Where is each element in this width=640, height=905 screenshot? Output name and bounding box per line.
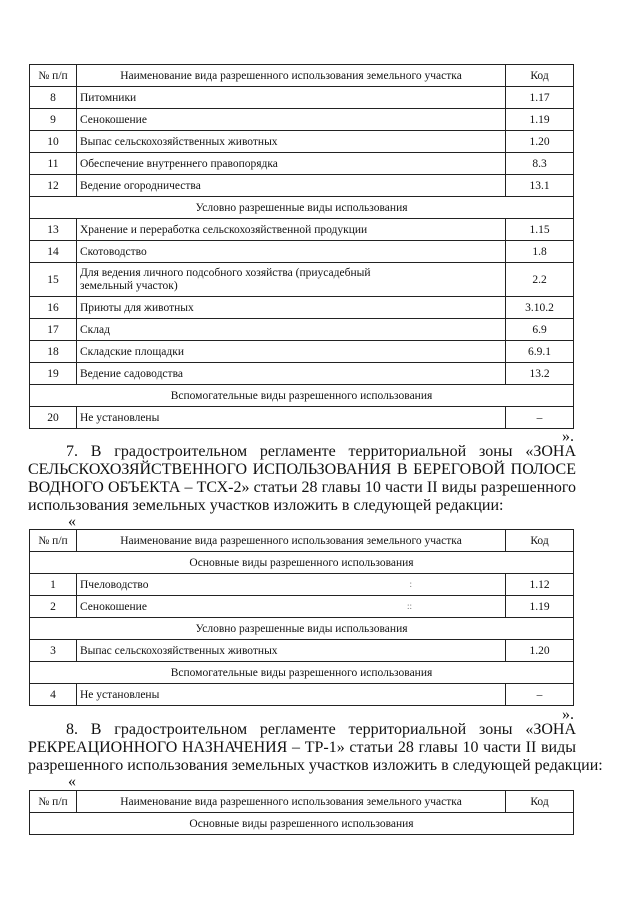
- row-num: 4: [30, 684, 77, 706]
- col-header-code: Код: [506, 65, 574, 87]
- row-code: 1.20: [506, 640, 574, 662]
- table-row: [30, 341, 574, 363]
- row-num: 3: [30, 640, 77, 662]
- row-code: 1.19: [506, 596, 574, 618]
- table-row: [30, 574, 574, 596]
- row-name: Ведение садоводства: [77, 363, 506, 385]
- row-name: Хранение и переработка сельскохозяйственной продукции: [77, 219, 506, 241]
- quote-close: ».: [562, 428, 574, 445]
- row-name: Обеспечение внутреннего правопорядка: [77, 153, 506, 175]
- paragraph-7: [28, 443, 576, 515]
- row-code: 6.9.1: [506, 341, 574, 363]
- quote-open: «: [68, 773, 76, 790]
- quote-open: «: [68, 513, 76, 530]
- section-row-conditional: [30, 197, 574, 219]
- col-header-name: Наименование вида разрешенного использования земельного участка: [77, 791, 506, 813]
- paragraph-line: СЕЛЬСКОХОЗЯЙСТВЕННОГО ИСПОЛЬЗОВАНИЯ В БЕРЕГОВОЙ ПОЛОСЕ: [28, 461, 576, 478]
- row-num: 16: [30, 297, 77, 319]
- row-num: 1: [30, 574, 77, 596]
- section-row-auxiliary: [30, 385, 574, 407]
- col-header-code: Код: [506, 530, 574, 552]
- col-header-num: № п/п: [30, 65, 77, 87]
- row-name: Ведение огородничества: [77, 175, 506, 197]
- col-header-num: № п/п: [30, 530, 77, 552]
- table-row: [30, 87, 574, 109]
- row-name: Пчеловодство: [80, 578, 149, 591]
- row-code: –: [506, 684, 574, 706]
- paragraph-line: ВОДНОГО ОБЪЕКТА – ТСХ-2» статьи 28 главы 10 части II виды разрешенного: [28, 479, 576, 496]
- row-code: 1.15: [506, 219, 574, 241]
- row-code: 1.12: [506, 574, 574, 596]
- row-name: Приюты для животных: [77, 297, 506, 319]
- table-row: [30, 297, 574, 319]
- row-code: 8.3: [506, 153, 574, 175]
- row-name: Не установлены: [77, 407, 506, 429]
- table-header-row: [30, 791, 574, 813]
- row-code: 3.10.2: [506, 297, 574, 319]
- land-use-table-2: [29, 529, 574, 706]
- col-header-code: Код: [506, 791, 574, 813]
- table-header-row: [30, 65, 574, 87]
- row-num: 8: [30, 87, 77, 109]
- row-code: 2.2: [506, 263, 574, 297]
- row-name: Сенокошение: [80, 600, 147, 613]
- table-row: [30, 596, 574, 618]
- quote-close: ».: [562, 706, 574, 723]
- section-row-main: [30, 813, 574, 835]
- paragraph-8: [28, 721, 603, 775]
- row-num: 11: [30, 153, 77, 175]
- section-title: Условно разрешенные виды использования: [30, 618, 574, 640]
- section-title: Основные виды разрешенного использования: [30, 552, 574, 574]
- table-row: [30, 363, 574, 385]
- table-row: [30, 109, 574, 131]
- row-num: 18: [30, 341, 77, 363]
- section-row-auxiliary: [30, 662, 574, 684]
- table-row: [30, 219, 574, 241]
- row-name: Выпас сельскохозяйственных животных: [77, 131, 506, 153]
- col-header-num: № п/п: [30, 791, 77, 813]
- scan-mark: :: [409, 578, 412, 589]
- row-num: 13: [30, 219, 77, 241]
- paragraph-line: 8. В градостроительном регламенте территориальной зоны «ЗОНА: [66, 721, 576, 738]
- section-title: Условно разрешенные виды использования: [30, 197, 574, 219]
- table-row: [30, 153, 574, 175]
- section-title: Основные виды разрешенного использования: [30, 813, 574, 835]
- land-use-table-1: [29, 64, 574, 429]
- row-code: 1.19: [506, 109, 574, 131]
- row-num: 17: [30, 319, 77, 341]
- table-row: [30, 241, 574, 263]
- section-row-conditional: [30, 618, 574, 640]
- table-row: [30, 131, 574, 153]
- paragraph-line: РЕКРЕАЦИОННОГО НАЗНАЧЕНИЯ – ТР-1» статьи 28 главы 10 части II виды: [28, 739, 576, 756]
- row-num: 9: [30, 109, 77, 131]
- row-name: Сенокошение: [77, 109, 506, 131]
- row-name-cell: [77, 574, 506, 596]
- col-header-name: Наименование вида разрешенного использования земельного участка: [77, 65, 506, 87]
- row-name: Склад: [77, 319, 506, 341]
- row-name: Для ведения личного подсобного хозяйства (приусадебный земельный участок): [77, 263, 506, 297]
- row-name: Выпас сельскохозяйственных животных: [77, 640, 506, 662]
- table-row: [30, 684, 574, 706]
- row-num: 19: [30, 363, 77, 385]
- row-code: 1.8: [506, 241, 574, 263]
- row-num: 2: [30, 596, 77, 618]
- row-name-cell: [77, 596, 506, 618]
- paragraph-line: разрешенного использования земельных участков изложить в следующей редакции:: [28, 757, 603, 774]
- land-use-table-3: [29, 790, 574, 835]
- row-name: Питомники: [77, 87, 506, 109]
- paragraph-line: 7. В градостроительном регламенте территориальной зоны «ЗОНА: [66, 443, 576, 460]
- section-title: Вспомогательные виды разрешенного использования: [30, 662, 574, 684]
- row-code: –: [506, 407, 574, 429]
- row-code: 13.2: [506, 363, 574, 385]
- table-row: [30, 407, 574, 429]
- row-name: Скотоводство: [77, 241, 506, 263]
- scan-mark: ::: [406, 600, 412, 611]
- row-name: Складские площадки: [77, 341, 506, 363]
- row-name: Не установлены: [77, 684, 506, 706]
- table-row: [30, 640, 574, 662]
- row-num: 12: [30, 175, 77, 197]
- table-row: [30, 263, 574, 297]
- row-num: 14: [30, 241, 77, 263]
- row-num: 20: [30, 407, 77, 429]
- table-row: [30, 319, 574, 341]
- table-row: [30, 175, 574, 197]
- section-row-main: [30, 552, 574, 574]
- row-num: 10: [30, 131, 77, 153]
- row-code: 6.9: [506, 319, 574, 341]
- row-num: 15: [30, 263, 77, 297]
- table-header-row: [30, 530, 574, 552]
- row-code: 1.17: [506, 87, 574, 109]
- row-code: 1.20: [506, 131, 574, 153]
- section-title: Вспомогательные виды разрешенного использования: [30, 385, 574, 407]
- col-header-name: Наименование вида разрешенного использования земельного участка: [77, 530, 506, 552]
- row-code: 13.1: [506, 175, 574, 197]
- paragraph-line: использования земельных участков изложить в следующей редакции:: [28, 497, 504, 514]
